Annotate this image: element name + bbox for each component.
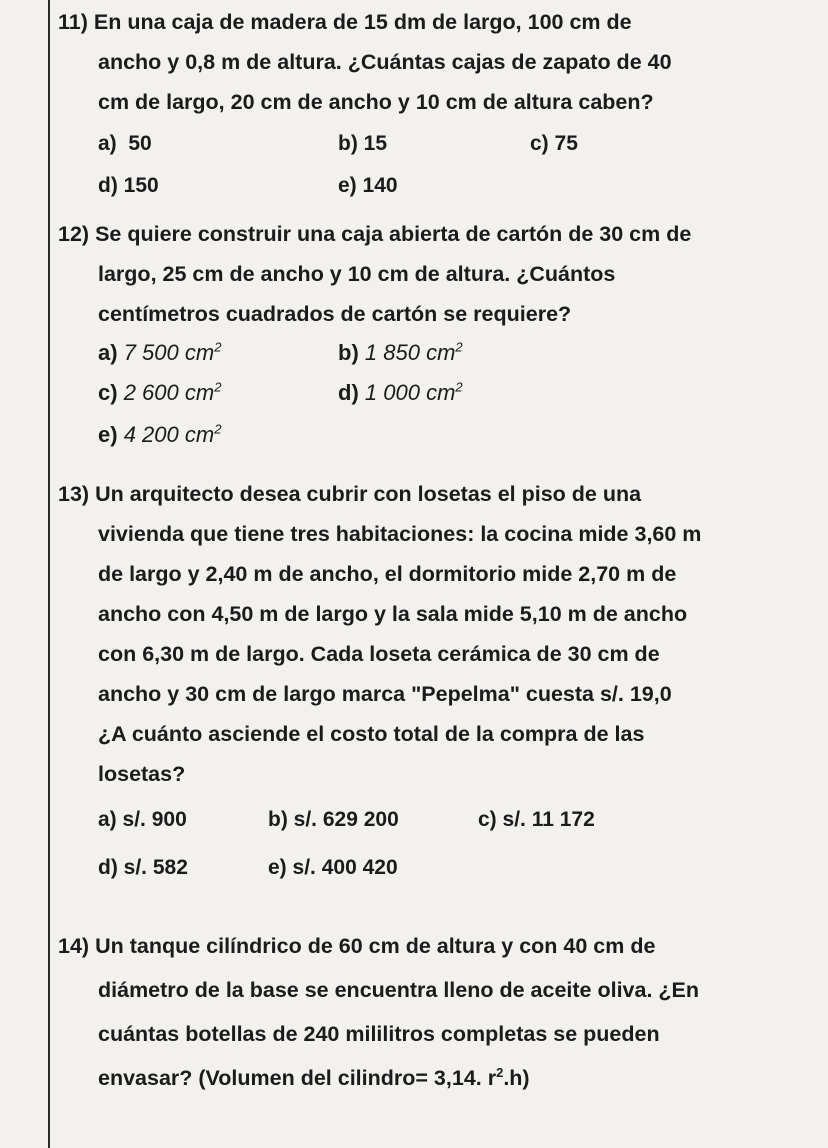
option-a[interactable]: a) 7 500 $cm^2$ <box>98 339 222 365</box>
question-text: de largo y 2,40 m de ancho, el dormitorio mide 2,70 m de <box>98 562 677 586</box>
question-11-line-2 <box>98 42 748 82</box>
option-c[interactable]: c) 75 <box>530 132 578 155</box>
question-text: En una caja de madera de 15 dm de largo, 100 cm de <box>93 10 632 34</box>
question-12-line-1 <box>58 214 748 254</box>
option-e[interactable]: e) 140 <box>338 174 398 197</box>
question-13-line-8 <box>98 754 748 794</box>
question-12-line-2 <box>98 254 748 294</box>
question-13-line-2 <box>98 514 748 554</box>
question-text: Un arquitecto desea cubrir con losetas el piso de una <box>95 482 642 506</box>
question-text: cm de largo, 20 cm de ancho y 10 cm de altura caben? <box>98 90 654 114</box>
question-12 <box>58 214 748 464</box>
question-11-line-1 <box>58 2 748 42</box>
question-text: largo, 25 cm de ancho y 10 cm de altura. ¿Cuántos <box>98 262 616 286</box>
option-e[interactable]: e) s/. 400 420 <box>268 856 398 879</box>
answer-options <box>98 122 748 212</box>
option-c[interactable]: c) s/. 11 172 <box>478 808 595 831</box>
question-number: 11) <box>58 10 88 34</box>
question-text: vivienda que tiene tres habitaciones: la cocina mide 3,60 m <box>98 522 702 546</box>
question-12-line-3 <box>98 294 748 334</box>
question-text: ancho con 4,50 m de largo y la sala mide 5,10 m de ancho <box>98 602 688 626</box>
question-14-line-2 <box>98 968 748 1012</box>
question-14-line-3 <box>98 1012 748 1056</box>
left-margin-line <box>48 0 50 1148</box>
answer-options <box>98 794 748 904</box>
option-a[interactable]: a) s/. 900 <box>98 808 187 831</box>
question-13-line-6 <box>98 674 748 714</box>
question-14 <box>58 924 748 1100</box>
answer-options <box>98 334 748 464</box>
question-text: ancho y 30 cm de largo marca "Pepelma" cuesta s/. 19,0 <box>98 682 672 706</box>
question-text: Un tanque cilíndrico de 60 cm de altura y con 40 cm de <box>95 934 656 958</box>
question-11-line-3 <box>98 82 748 122</box>
option-e[interactable]: e) 4 200 $cm^2$ <box>98 421 222 447</box>
question-text: Se quiere construir una caja abierta de cartón de 30 cm de <box>95 222 692 246</box>
question-text: centímetros cuadrados de cartón se requiere? <box>98 302 572 326</box>
question-number: 14) <box>58 934 90 958</box>
option-b[interactable]: b) s/. 629 200 <box>268 808 399 831</box>
question-13-line-5 <box>98 634 748 674</box>
question-number: 12) <box>58 222 90 246</box>
option-a[interactable]: a) 50 <box>98 132 152 155</box>
question-text: ancho y 0,8 m de altura. ¿Cuántas cajas de zapato de 40 <box>98 50 672 74</box>
question-text: diámetro de la base se encuentra lleno de aceite oliva. ¿En <box>98 978 700 1002</box>
option-b[interactable]: b) 1 850 $cm^2$ <box>338 339 463 365</box>
question-14-line-4 <box>98 1056 748 1100</box>
question-text: losetas? <box>98 762 186 786</box>
question-text: ¿A cuánto asciende el costo total de la compra de las <box>98 722 645 746</box>
exponent: 2 <box>496 1064 504 1080</box>
question-13-line-1 <box>58 474 748 514</box>
option-d[interactable]: d) s/. 582 <box>98 856 188 879</box>
question-text: .h) <box>503 1066 530 1090</box>
question-11 <box>58 2 748 212</box>
question-13-line-3 <box>98 554 748 594</box>
question-13-line-7 <box>98 714 748 754</box>
question-text: cuántas botellas de 240 mililitros completas se pueden <box>98 1022 660 1046</box>
question-text: envasar? (Volumen del cilindro= 3,14. r <box>98 1066 497 1090</box>
question-14-line-1 <box>58 924 748 968</box>
question-13-line-4 <box>98 594 748 634</box>
question-number: 13) <box>58 482 90 506</box>
option-d[interactable]: d) 1 000 $cm^2$ <box>338 379 463 405</box>
question-13 <box>58 474 748 904</box>
option-c[interactable]: c) 2 600 $cm^2$ <box>98 379 222 405</box>
option-b[interactable]: b) 15 <box>338 132 388 155</box>
option-d[interactable]: d) 150 <box>98 174 159 197</box>
question-text: con 6,30 m de largo. Cada loseta cerámica de 30 cm de <box>98 642 660 666</box>
